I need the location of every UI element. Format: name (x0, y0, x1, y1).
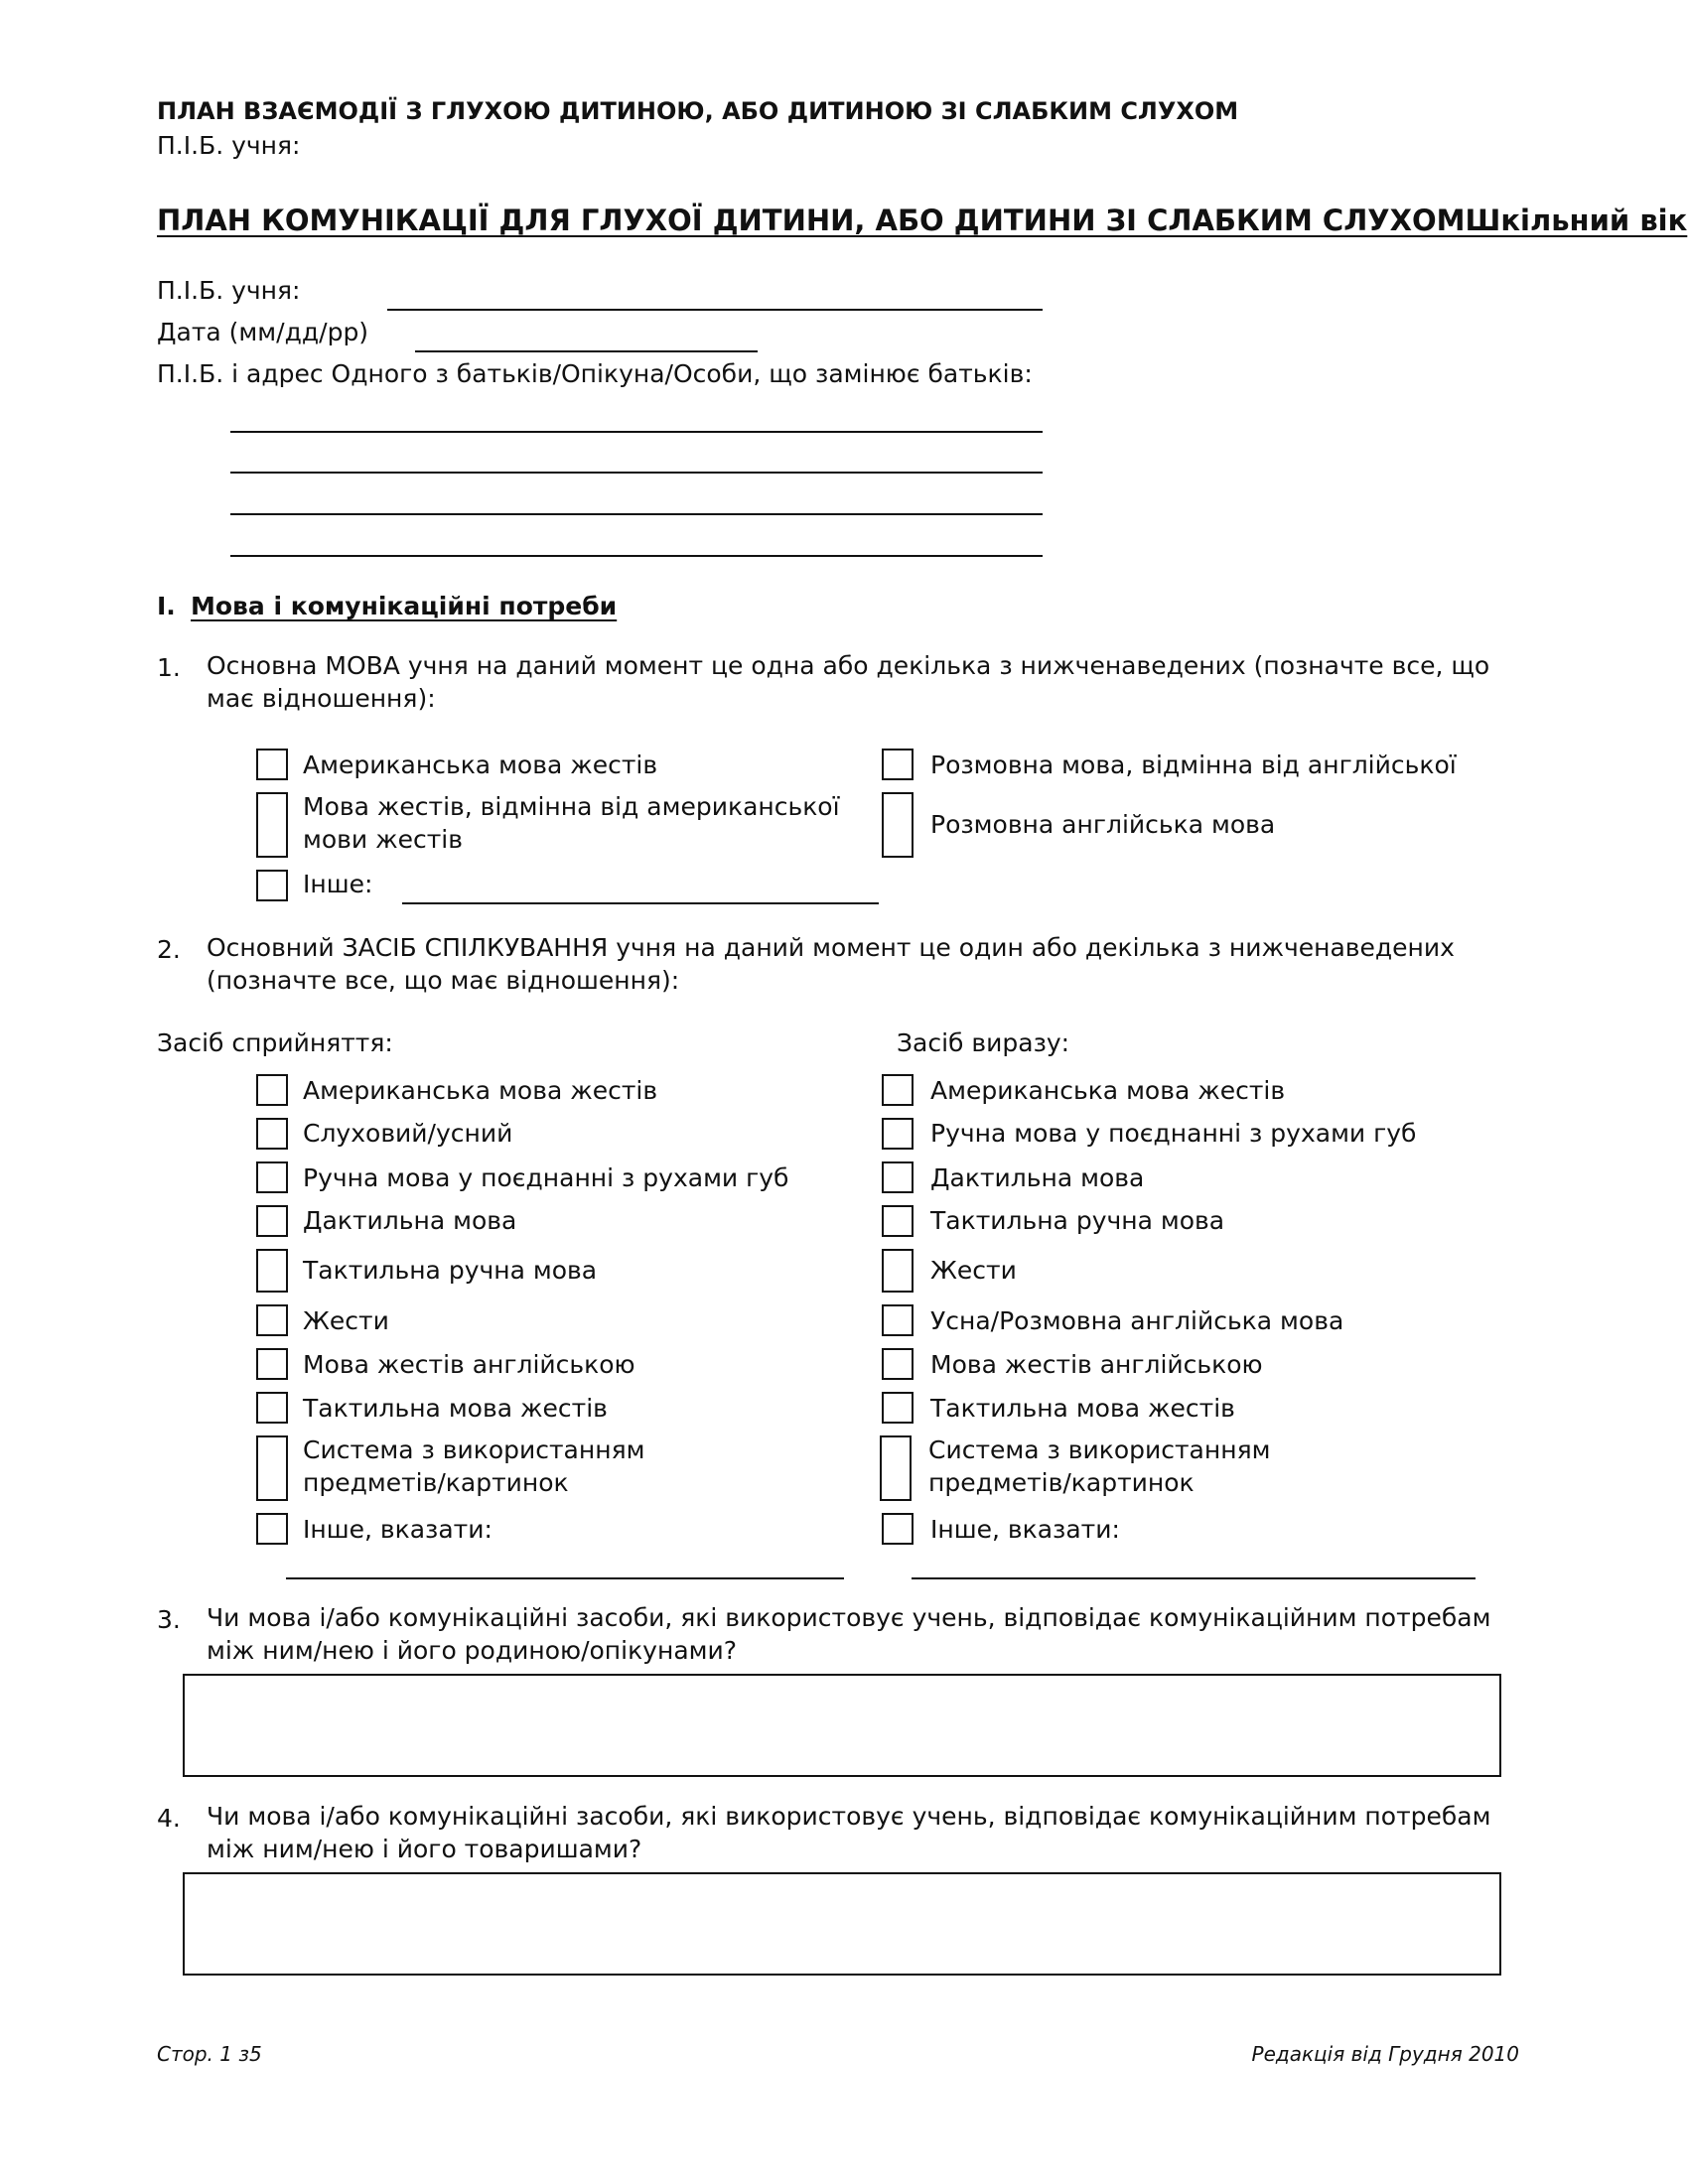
q1-number: 1. (157, 653, 181, 682)
student-name-label: П.І.Б. учня: (157, 276, 301, 305)
expressive-option: Дактильна мова (930, 1163, 1145, 1192)
q4-text: Чи мова і/або комунікаційні засоби, які використовує учень, відповідає комунікаційним потребам між ним/нею і його товаришами? (207, 1802, 1491, 1863)
expressive-option: Ручна мова у поєднанні з рухами губ (930, 1119, 1417, 1148)
receptive-option: Інше, вказати: (303, 1515, 492, 1544)
expressive-option: Жести (930, 1256, 1017, 1285)
expressive-option: Інше, вказати: (930, 1515, 1120, 1544)
page-title: ПЛАН КОМУНІКАЦІЇ ДЛЯ ГЛУХОЇ ДИТИНИ, АБО ДИТИНИ ЗІ СЛАБКИМ СЛУХОМШкільний вік (157, 204, 1688, 237)
expressive-option: Тактильна ручна мова (930, 1206, 1225, 1235)
section-number: I. (157, 592, 176, 620)
expressive-option: Система з використанням предметів/картинок (928, 1435, 1271, 1497)
q1-checkbox-spoken-other[interactable] (882, 749, 914, 780)
receptive-option: Слуховий/усний (303, 1119, 513, 1148)
receptive-option: Тактильна мова жестів (303, 1394, 608, 1423)
footer-page-number: Стор. 1 з5 (157, 2042, 262, 2066)
expressive-checkbox[interactable] (880, 1435, 912, 1501)
expressive-checkbox[interactable] (882, 1513, 914, 1545)
receptive-option: Тактильна ручна мова (303, 1256, 598, 1285)
receptive-other-line[interactable] (286, 1577, 844, 1579)
expressive-option: Усна/Розмовна англійська мова (930, 1306, 1344, 1335)
section-title: Мова і комунікаційні потреби (191, 592, 618, 620)
parent-line-4[interactable] (230, 555, 1043, 557)
expressive-checkbox[interactable] (882, 1118, 914, 1150)
footer-revision: Редакція від Грудня 2010 (1251, 2042, 1519, 2066)
student-name-line[interactable] (387, 309, 1043, 311)
q3-number: 3. (157, 1605, 181, 1634)
receptive-checkbox[interactable] (256, 1348, 288, 1380)
q1-option-label: Мова жестів, відмінна від американської мови жестів (303, 792, 840, 854)
receptive-option: Мова жестів англійською (303, 1350, 635, 1379)
q1-option-label: Розмовна мова, відмінна від англійської (930, 751, 1457, 779)
receptive-checkbox[interactable] (256, 1304, 288, 1336)
q1-checkbox-asl[interactable] (256, 749, 288, 780)
expressive-other-line[interactable] (912, 1577, 1476, 1579)
q1-text: Основна МОВА учня на даний момент це одна або декілька з нижченаведених (позначте все, що має відношення): (207, 651, 1490, 713)
receptive-option: Американська мова жестів (303, 1076, 658, 1105)
q3-text: Чи мова і/або комунікаційні засоби, які використовує учень, відповідає комунікаційним потребам між ним/нею і його родиною/опікунами? (207, 1603, 1491, 1665)
expressive-label: Засіб виразу: (897, 1028, 1070, 1057)
receptive-checkbox[interactable] (256, 1249, 288, 1293)
parent-label: П.І.Б. і адрес Одного з батьків/Опікуна/Особи, що замінює батьків: (157, 359, 1033, 388)
receptive-option: Жести (303, 1306, 389, 1335)
expressive-checkbox[interactable] (882, 1304, 914, 1336)
receptive-option: Система з використанням предметів/картинок (303, 1435, 645, 1497)
parent-line-1[interactable] (230, 431, 1043, 433)
q4-answer-box[interactable] (183, 1872, 1501, 1976)
q2-number: 2. (157, 935, 181, 964)
receptive-checkbox[interactable] (256, 1392, 288, 1424)
expressive-checkbox[interactable] (882, 1205, 914, 1237)
receptive-option: Дактильна мова (303, 1206, 517, 1235)
receptive-checkbox[interactable] (256, 1435, 288, 1501)
expressive-option: Мова жестів англійською (930, 1350, 1263, 1379)
expressive-checkbox[interactable] (882, 1074, 914, 1106)
q1-option-label: Розмовна англійська мова (930, 810, 1276, 839)
receptive-checkbox[interactable] (256, 1118, 288, 1150)
expressive-option: Тактильна мова жестів (930, 1394, 1235, 1423)
parent-line-3[interactable] (230, 513, 1043, 515)
expressive-checkbox[interactable] (882, 1348, 914, 1380)
receptive-checkbox[interactable] (256, 1513, 288, 1545)
q1-checkbox-spoken-english[interactable] (882, 792, 914, 858)
form-header-title: ПЛАН ВЗАЄМОДІЇ З ГЛУХОЮ ДИТИНОЮ, АБО ДИТИНОЮ ЗІ СЛАБКИМ СЛУХОМ (157, 97, 1239, 125)
expressive-checkbox[interactable] (882, 1161, 914, 1193)
expressive-checkbox[interactable] (882, 1392, 914, 1424)
receptive-checkbox[interactable] (256, 1161, 288, 1193)
q1-other-line[interactable] (402, 902, 879, 904)
receptive-checkbox[interactable] (256, 1205, 288, 1237)
receptive-checkbox[interactable] (256, 1074, 288, 1106)
q1-option-label: Американська мова жестів (303, 751, 658, 779)
parent-line-2[interactable] (230, 472, 1043, 474)
q3-answer-box[interactable] (183, 1674, 1501, 1777)
q1-option-label: Інше: (303, 870, 373, 898)
date-label: Дата (мм/дд/рр) (157, 318, 369, 346)
header-student-label: П.І.Б. учня: (157, 131, 301, 160)
date-line[interactable] (415, 350, 758, 352)
receptive-label: Засіб сприйняття: (157, 1028, 393, 1057)
q2-text: Основний ЗАСІБ СПІЛКУВАННЯ учня на даний момент це один або декілька з нижченаведених (позначте все, що має відношення): (207, 933, 1455, 995)
q4-number: 4. (157, 1804, 181, 1833)
q1-checkbox-other-sign[interactable] (256, 792, 288, 858)
expressive-option: Американська мова жестів (930, 1076, 1286, 1105)
receptive-option: Ручна мова у поєднанні з рухами губ (303, 1163, 789, 1192)
expressive-checkbox[interactable] (882, 1249, 914, 1293)
q1-checkbox-other[interactable] (256, 870, 288, 901)
